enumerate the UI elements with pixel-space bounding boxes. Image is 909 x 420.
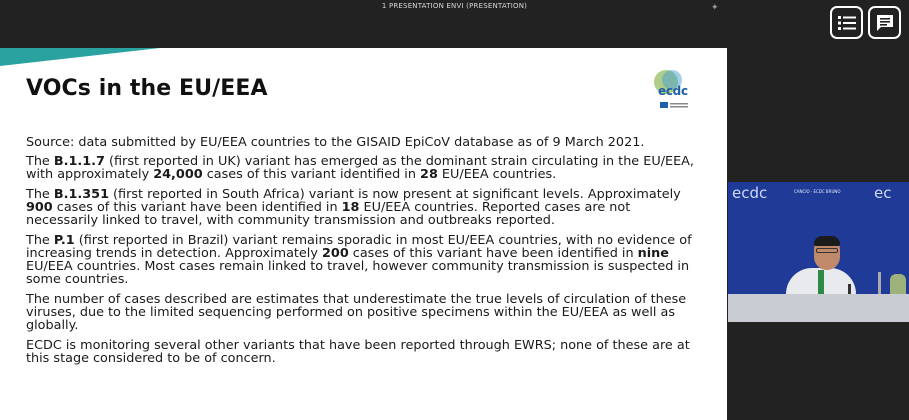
speaker-hair (814, 236, 840, 246)
p1-paragraph: The P.1 (first reported in Brazil) variant remains sporadic in most EU/EEA countries, with no evidence of increasing trends in detection. Approximately 200 cases of this variant have been identified in nine EU/EEA countries. Most cases remain linked to travel, however community transmission is suspected in some countries. (26, 233, 692, 287)
participants-list-button[interactable] (830, 6, 863, 39)
source-paragraph: Source: data submitted by EU/EEA countries to the GISAID EpiCoV database as of 9 March 2021. (26, 135, 645, 150)
b1351-paragraph: The B.1.351 (first reported in South Africa) variant is now present at significant levels. Approximately 900 cases of this variant have been identified in 18 EU/EEA countries. Reported cases are not necessarily linked to travel, with community transmission and outbreaks reported. (26, 187, 681, 228)
monitoring-paragraph: ECDC is monitoring several other variants that have been reported through EWRS; none of these are at this stage considered to be of concern. (26, 338, 690, 366)
b117-paragraph: The B.1.1.7 (first reported in UK) variant has emerged as the dominant strain circulating in the EU/EEA, with approximately 24,000 cases of this variant identified in 28 EU/EEA countries. (26, 154, 695, 182)
slide-accent-stripe (0, 48, 160, 66)
pin-icon[interactable]: ✦ (711, 2, 719, 12)
estimates-paragraph: The number of cases described are estimates that underestimate the true levels of circulation of these viruses, due to the limited sequencing performed on positive specimens within the EU/EEA as well as globally. (26, 292, 687, 333)
video-banner-left: ecdc (732, 184, 768, 202)
chat-icon (875, 14, 895, 32)
chat-button[interactable] (868, 6, 901, 39)
video-caption: CANCIO · ECDC BRUNO (794, 189, 841, 194)
slide-body (26, 136, 706, 372)
speaker-video[interactable] (728, 182, 909, 322)
logo-text: ecdc (658, 84, 688, 98)
ecdc-logo (646, 68, 698, 112)
desk (728, 294, 909, 322)
slide-title: VOCs in the EU/EEA (26, 76, 268, 101)
presenter-label: 1 PRESENTATION ENVI (PRESENTATION) (381, 2, 528, 10)
speaker-glasses (816, 248, 838, 253)
shared-slide (0, 48, 727, 420)
list-icon (837, 15, 857, 31)
video-banner-right: ec (874, 184, 892, 202)
